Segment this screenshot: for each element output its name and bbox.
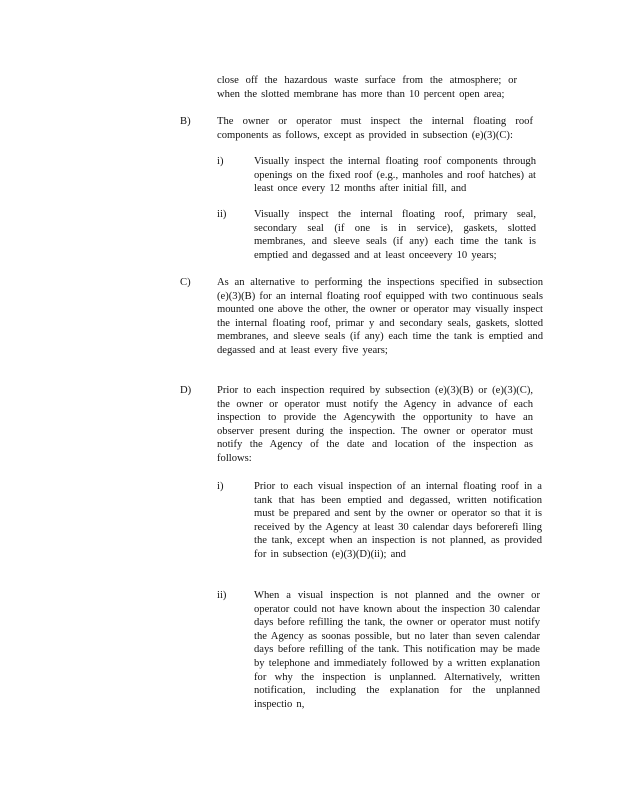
subitem-text-b-i: Visually inspect the internal floating roof components through openings on the fixed roof (e.g., manholes and roof hatches) at least once every 12 months after initial fill, and [254, 156, 536, 195]
item-text-d: Prior to each inspection required by subsection (e)(3)(B) or (e)(3)(C), the owner or operator must notify the Agency in advance of each inspection to provide the Agencywith the opportunity to have an observer present during the inspection. The owner or operator must notify the Agency of the date and location of the inspection as follows: [217, 385, 533, 464]
item-text-c: As an alternative to performing the inspections specified in subsection (e)(3)(B) for an internal floating roof equipped with two continuous seals mounted one above the other, the owner or operator may visually inspect the internal floating roof, primar y and secondary seals, gaskets, slotted membranes, and sleeve seals (if any) each time the tank is emptied and degassed and at least every five years; [217, 277, 543, 356]
subitem-text-d-ii: When a visual inspection is not planned and the owner or operator could not have known about the inspection 30 calendar days before refilling the tank, the owner or operator must notify the Agency as soonas possible, but no later than seven calendar days before refilling of the tank. This notification may be made by telephone and immediately followed by a written explanation for why the inspection is unplanned. Alternatively, written notification, including the explanation for the unplanned inspectio n, [254, 590, 540, 710]
item-text-b: The owner or operator must inspect the internal floating roof components as follows, except as provided in subsection (e)(3)(C): [217, 116, 533, 141]
item-label-b: B) [180, 116, 191, 127]
subitem-label-d-ii: ii) [217, 590, 227, 601]
subitem-text-b-ii: Visually inspect the internal floating roof, primary seal, secondary seal (if one is in service), gaskets, slotted membranes, and sleeve seals (if any) each time the tank is emptied and degassed and at least onceevery 10 years; [254, 209, 536, 261]
lead-paragraph: close off the hazardous waste surface from the atmosphere; or when the slotted membrane has more than 10 percent open area; [217, 75, 517, 100]
subitem-label-b-i: i) [217, 156, 224, 167]
subitem-label-d-i: i) [217, 481, 224, 492]
item-label-d: D) [180, 385, 192, 396]
item-label-c: C) [180, 277, 191, 288]
subitem-label-b-ii: ii) [217, 209, 227, 220]
subitem-text-d-i: Prior to each visual inspection of an internal floating roof in a tank that has been emptied and degassed, written notification must be prepared and sent by the owner or operator so that it is received by the Agency at least 30 calendar days beforerefi lling the tank, except when an inspection is not planned, as provided for in subsection (e)(3)(D)(ii); and [254, 481, 542, 560]
